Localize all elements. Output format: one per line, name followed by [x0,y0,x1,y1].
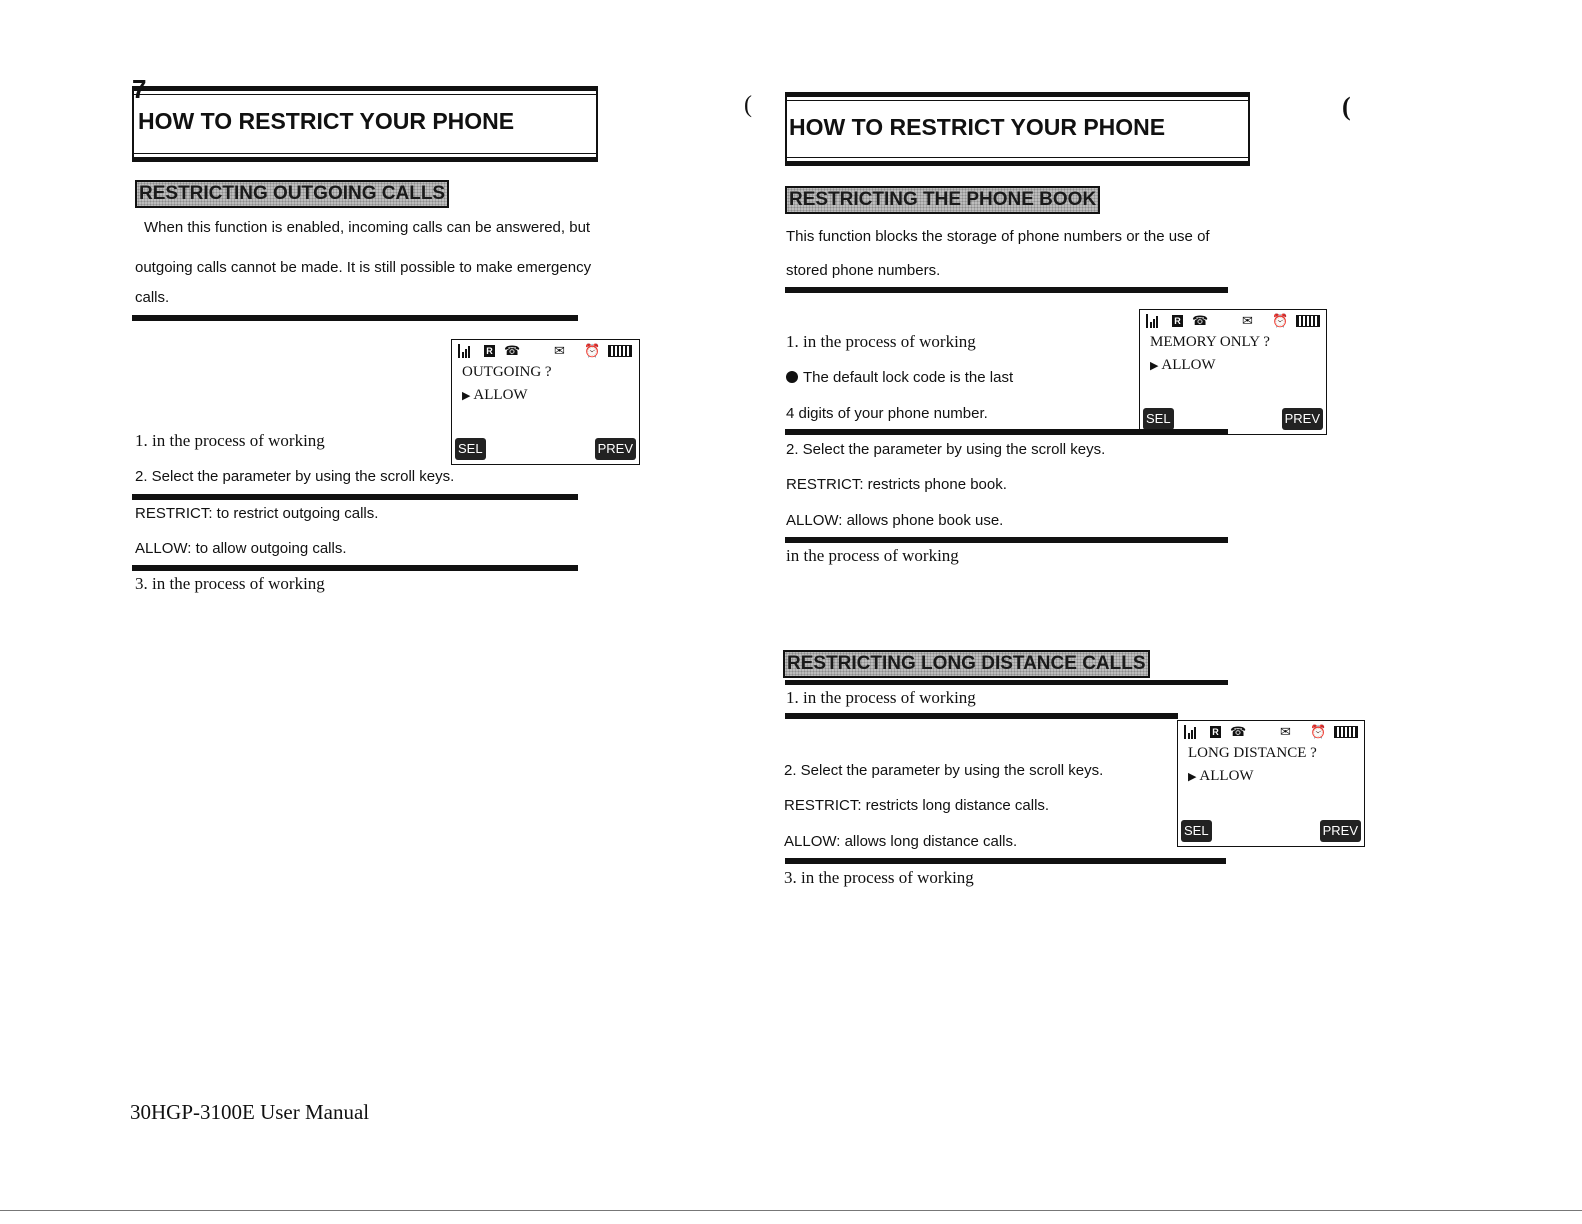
intro-line-3: calls. [135,289,170,306]
cursor-arrow-icon: ▶ [1188,771,1197,783]
page-title-box-left [132,86,598,162]
phone-icon: ☎ [1230,725,1247,740]
restrict-option: RESTRICT: restricts phone book. [786,476,1007,493]
sel-softkey: SEL [1181,820,1212,842]
cursor-arrow-icon: ▶ [462,390,471,402]
allow-option: ALLOW: to allow outgoing calls. [135,540,347,557]
step-2: 2. Select the parameter by using the scroll keys. [135,468,455,485]
phone-display-long-distance [1177,720,1365,847]
alarm-icon: ⏰ [584,344,601,359]
divider [785,713,1178,719]
divider [132,494,578,500]
ld-step-2: 2. Select the parameter by using the scroll keys. [784,762,1104,779]
page-title: HOW TO RESTRICT YOUR PHONE [138,108,515,134]
intro-line-1: When this function is enabled, incoming calls can be answered, but [144,219,591,236]
screen-option: ▶ ALLOW [1150,357,1216,373]
battery-icon [608,345,632,357]
ld-step-1: 1. in the process of working [786,688,976,707]
divider [132,565,578,571]
sel-softkey: SEL [455,438,486,460]
battery-icon [1334,726,1358,738]
ld-allow-option: ALLOW: allows long distance calls. [784,833,1018,850]
step-1: 1. in the process of working [786,332,976,351]
intro-line-1: This function blocks the storage of phone numbers or the use of [786,228,1210,245]
stray-mark: ( [1342,92,1351,121]
footer-manual-title: 30HGP-3100E User Manual [130,1100,370,1124]
allow-option: ALLOW: allows phone book use. [786,512,1004,529]
divider [785,287,1228,293]
roaming-icon: R [1172,315,1183,327]
roaming-icon: R [1210,726,1221,738]
section-heading-phone-book: RESTRICTING THE PHONE BOOK [785,186,1100,214]
signal-icon [1184,725,1198,739]
sel-softkey: SEL [1143,408,1174,430]
prev-softkey: PREV [595,438,636,460]
prev-softkey: PREV [1320,820,1361,842]
signal-icon [1146,314,1160,328]
intro-line-2: outgoing calls cannot be made. It is still possible to make emergency [135,259,592,276]
bullet-icon [786,371,798,383]
step-1: 1. in the process of working [135,431,325,450]
screen-prompt: LONG DISTANCE ? [1188,745,1317,761]
ld-step-3: 3. in the process of working [784,868,974,887]
prev-softkey: PREV [1282,408,1323,430]
step-2: 2. Select the parameter by using the scroll keys. [786,441,1106,458]
bullet-note-cont: 4 digits of your phone number. [786,405,988,422]
section-heading-long-distance: RESTRICTING LONG DISTANCE CALLS [783,650,1150,678]
divider [785,429,1228,435]
screen-option: ▶ ALLOW [462,387,528,403]
roaming-icon: R [484,345,495,357]
divider [132,315,578,321]
phone-display-memory [1139,309,1327,435]
intro-line-2: stored phone numbers. [786,262,941,279]
phone-display-outgoing [451,339,640,465]
bullet-note: The default lock code is the last [786,369,1013,386]
envelope-icon: ✉ [554,344,565,359]
section-heading-outgoing: RESTRICTING OUTGOING CALLS [135,180,449,208]
restrict-option: RESTRICT: to restrict outgoing calls. [135,505,379,522]
envelope-icon: ✉ [1280,725,1291,740]
divider [785,858,1226,864]
step-3: 3. in the process of working [135,574,325,593]
signal-icon [458,344,472,358]
alarm-icon: ⏰ [1310,725,1327,740]
step-3: in the process of working [786,546,959,565]
alarm-icon: ⏰ [1272,314,1289,329]
phone-icon: ☎ [1192,314,1209,329]
page-title-box-right [785,92,1250,166]
envelope-icon: ✉ [1242,314,1253,329]
divider [785,680,1228,685]
cursor-arrow-icon: ▶ [1150,360,1159,372]
ld-restrict-option: RESTRICT: restricts long distance calls. [784,797,1050,814]
divider [785,537,1228,543]
battery-icon [1296,315,1320,327]
scan-edge [0,1210,1582,1211]
page-title: HOW TO RESTRICT YOUR PHONE [789,114,1166,140]
stray-mark: ( [744,92,752,118]
screen-prompt: OUTGOING ? [462,364,552,380]
screen-option: ▶ ALLOW [1188,768,1254,784]
screen-prompt: MEMORY ONLY ? [1150,334,1270,350]
phone-icon: ☎ [504,344,521,359]
